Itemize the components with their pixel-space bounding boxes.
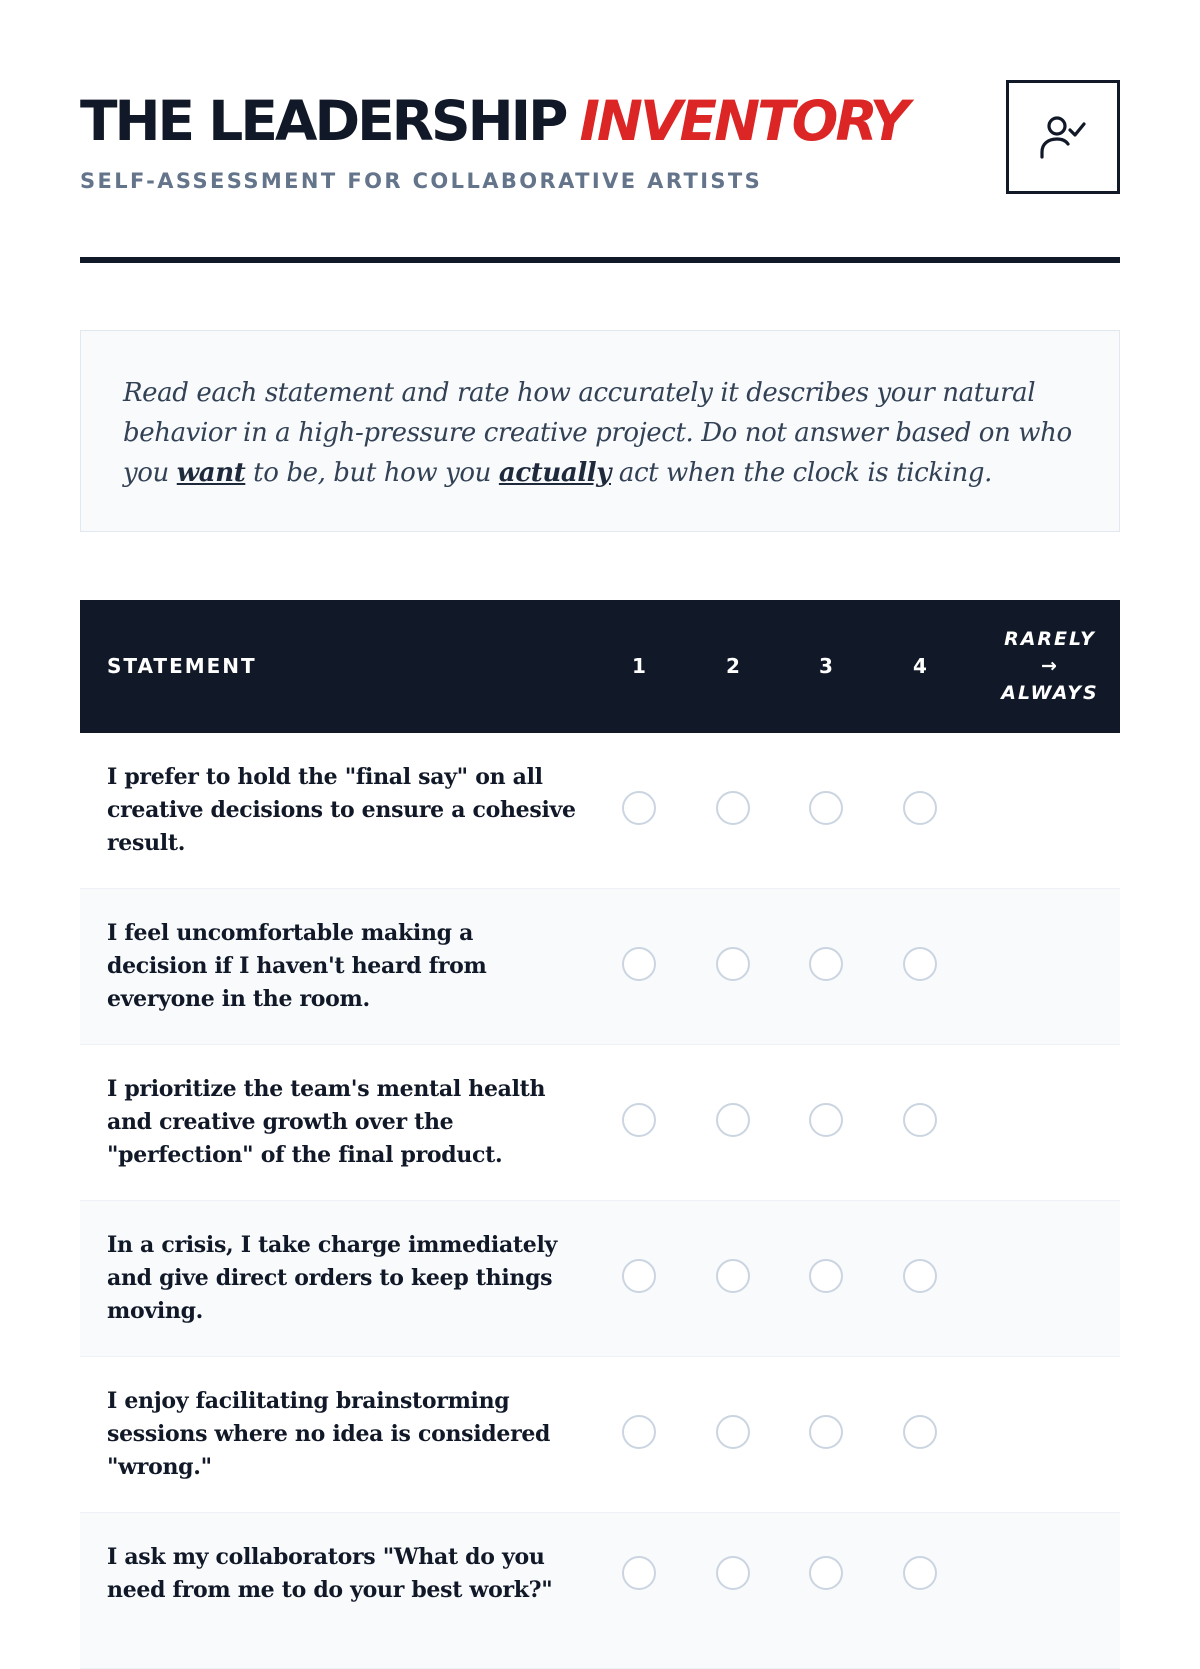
statement-text: I prefer to hold the "final say" on all creative decisions to ensure a cohesive result. [107, 764, 576, 856]
header-scale-legend [980, 626, 1120, 707]
statement-text: I prioritize the team's mental health and creative growth over the "perfection" of the final product. [107, 1076, 546, 1168]
rating-radio-3[interactable] [809, 1259, 843, 1293]
scale-low-label: RARELY [1004, 628, 1096, 650]
table-row [80, 1357, 1120, 1513]
rating-radio-3[interactable] [809, 1415, 843, 1449]
assessment-page [80, 0, 1120, 1603]
scale-arrow: → [1041, 655, 1059, 677]
rating-radio-2[interactable] [716, 1415, 750, 1449]
instructions-box [80, 330, 1120, 532]
rating-radio-1[interactable] [622, 791, 656, 825]
instructions-text-2: to be, but how you [245, 458, 499, 488]
table-row [80, 733, 1120, 889]
rating-radio-2[interactable] [716, 947, 750, 981]
rating-radio-1[interactable] [622, 1415, 656, 1449]
table-header [80, 600, 1120, 733]
title-main: THE LEADERSHIP [80, 89, 566, 153]
rating-radio-3[interactable] [809, 1103, 843, 1137]
instructions-text-1: Read each statement and rate how accurately it describes your natural behavior in a high-pressure creative project. Do not answer based on who you [123, 378, 1072, 488]
user-check-badge [1006, 80, 1120, 194]
statement-text: I ask my collaborators "What do you need from me to do your best work?" [107, 1544, 553, 1603]
emphasis-actually: actually [498, 458, 611, 488]
page-title [80, 88, 907, 154]
table-row [80, 889, 1120, 1045]
instructions-text-3: act when the clock is ticking. [610, 458, 992, 488]
rating-radio-2[interactable] [716, 791, 750, 825]
rating-radio-1[interactable] [622, 947, 656, 981]
rating-radio-1[interactable] [622, 1556, 656, 1590]
rating-radio-4[interactable] [903, 1556, 937, 1590]
user-check-icon [1035, 109, 1091, 165]
table-row [80, 1201, 1120, 1357]
header-scale-2: 2 [726, 654, 740, 678]
header-divider [80, 257, 1120, 263]
rating-radio-4[interactable] [903, 1259, 937, 1293]
rating-radio-4[interactable] [903, 1415, 937, 1449]
rating-radio-1[interactable] [622, 1259, 656, 1293]
scale-high-label: ALWAYS [1001, 682, 1099, 704]
rating-radio-2[interactable] [716, 1103, 750, 1137]
statement-text: I enjoy facilitating brainstorming sessions where no idea is considered "wrong." [107, 1388, 551, 1480]
rating-radio-2[interactable] [716, 1556, 750, 1590]
statement-text: I feel uncomfortable making a decision if I haven't heard from everyone in the room. [107, 920, 487, 1012]
title-accent: INVENTORY [579, 89, 907, 153]
emphasis-want: want [176, 458, 246, 488]
rating-radio-4[interactable] [903, 1103, 937, 1137]
rating-radio-2[interactable] [716, 1259, 750, 1293]
header-statement: STATEMENT [107, 654, 257, 678]
table-row [80, 1513, 1120, 1669]
rating-radio-4[interactable] [903, 791, 937, 825]
rating-radio-3[interactable] [809, 1556, 843, 1590]
statement-text: In a crisis, I take charge immediately and give direct orders to keep things moving. [107, 1232, 557, 1324]
header-scale-1: 1 [632, 654, 646, 678]
table-row [80, 1045, 1120, 1201]
page-subtitle: SELF-ASSESSMENT FOR COLLABORATIVE ARTISTS [80, 169, 763, 193]
rating-radio-1[interactable] [622, 1103, 656, 1137]
rating-radio-4[interactable] [903, 947, 937, 981]
header-scale-3: 3 [819, 654, 833, 678]
header [80, 80, 1120, 196]
assessment-table [80, 600, 1120, 1669]
rating-radio-3[interactable] [809, 791, 843, 825]
header-scale-4: 4 [913, 654, 927, 678]
rating-radio-3[interactable] [809, 947, 843, 981]
